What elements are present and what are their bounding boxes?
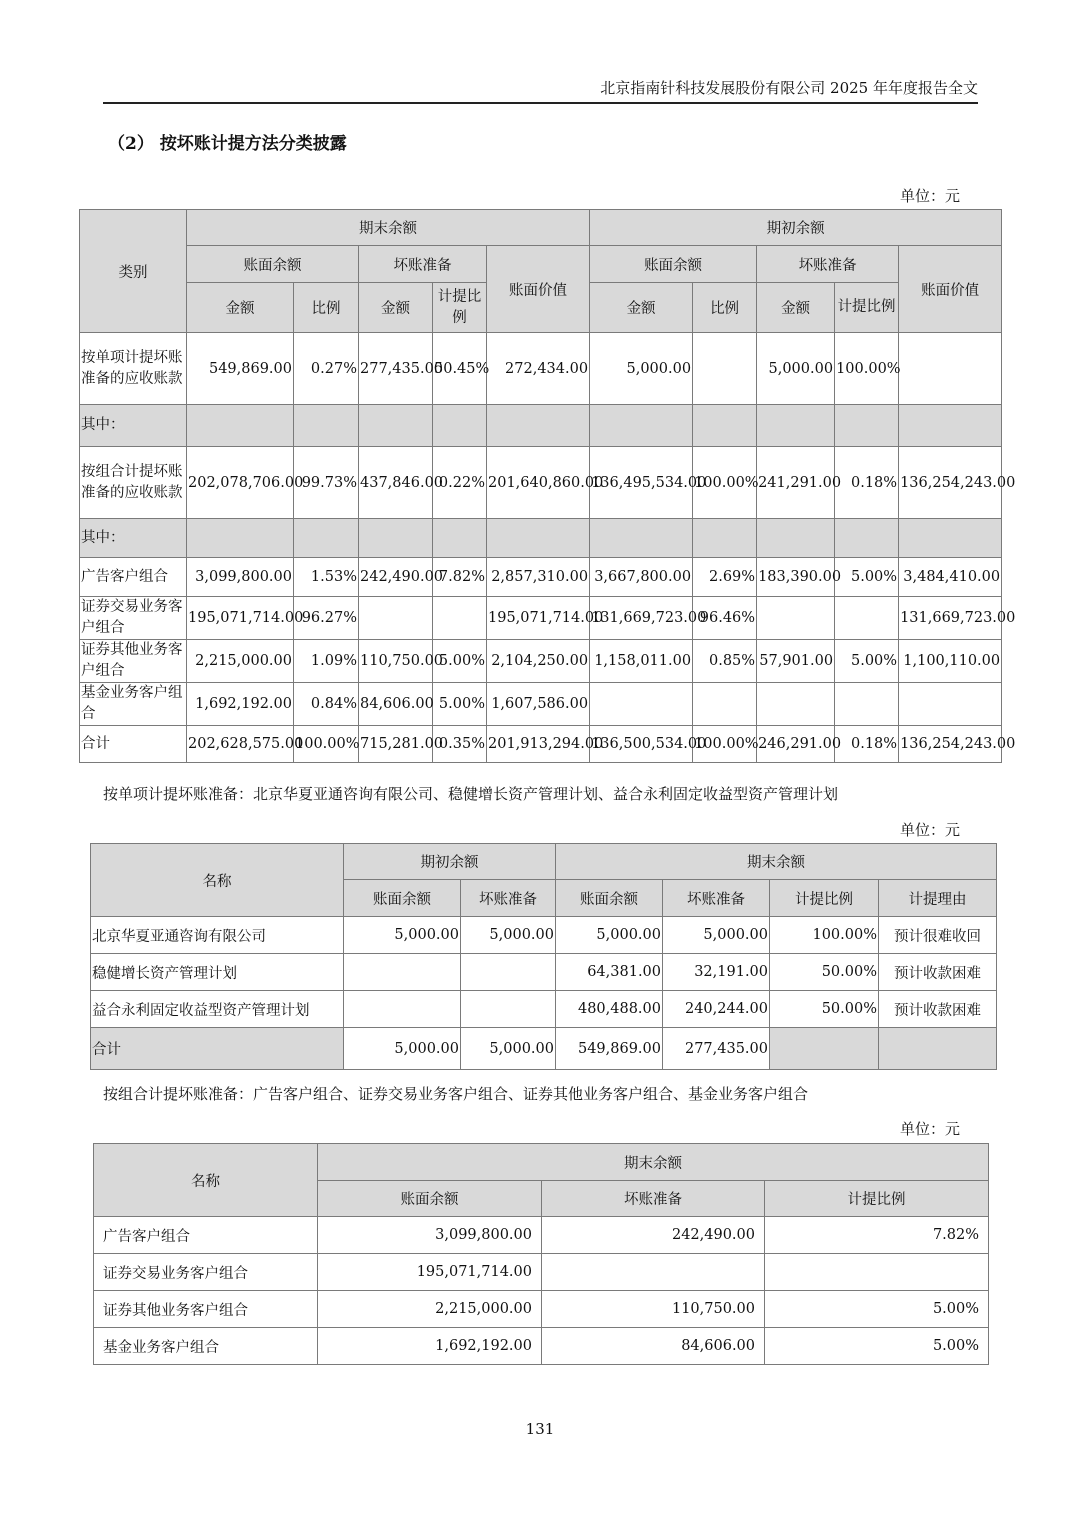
table-cell [294, 519, 359, 558]
table-cell: 201,640,860.00 [487, 447, 590, 519]
table-cell [359, 597, 433, 640]
table-cell: 242,490.00 [359, 558, 433, 597]
table-cell [461, 954, 556, 991]
end-balance-header: 期末余额 [318, 1144, 989, 1181]
table-row [94, 1217, 989, 1254]
table-cell [693, 519, 757, 558]
table-cell: 3,099,800.00 [318, 1217, 542, 1254]
table-cell [835, 519, 899, 558]
table-cell [344, 954, 461, 991]
table-cell [835, 683, 899, 726]
begin-balance-header: 期初余额 [344, 844, 556, 880]
table-cell: 246,291.00 [757, 726, 835, 763]
table-row [94, 1254, 989, 1291]
table-cell: 131,669,723.00 [590, 597, 693, 640]
table-cell: 5,000.00 [556, 917, 663, 954]
table-cell: 预计收款困难 [879, 954, 997, 991]
row-name: 益合永利固定收益型资产管理计划 [91, 991, 344, 1028]
table-cell: 202,628,575.00 [187, 726, 294, 763]
table-cell: 84,606.00 [542, 1328, 765, 1365]
table-cell: 136,500,534.00 [590, 726, 693, 763]
table-cell: 50.00% [770, 954, 879, 991]
book-balance-header: 账面余额 [556, 880, 663, 917]
table-row [80, 447, 1002, 519]
table-cell: 5.00% [765, 1291, 989, 1328]
table-cell: 5.00% [835, 640, 899, 683]
table-cell: 480,488.00 [556, 991, 663, 1028]
table-cell: 100.00% [835, 333, 899, 405]
amount-header: 金额 [590, 283, 693, 333]
table-cell: 5.00% [433, 640, 487, 683]
table-cell: 5,000.00 [344, 917, 461, 954]
table-cell [693, 333, 757, 405]
provision-ratio-header: 计提比例 [835, 283, 899, 333]
table-cell: 1,692,192.00 [187, 683, 294, 726]
bad-debt-header: 坏账准备 [359, 246, 487, 283]
table-cell: 195,071,714.00 [487, 597, 590, 640]
table-cell: 110,750.00 [542, 1291, 765, 1328]
table-cell [899, 683, 1002, 726]
table-row [80, 333, 1002, 405]
table-cell [899, 333, 1002, 405]
table-cell [835, 597, 899, 640]
table-cell [899, 519, 1002, 558]
table-cell: 131,669,723.00 [899, 597, 1002, 640]
row-category: 按单项计提坏账准备的应收账款 [80, 333, 187, 405]
table-cell: 100.00% [770, 917, 879, 954]
category-header: 类别 [80, 210, 187, 333]
table-cell: 110,750.00 [359, 640, 433, 683]
table-cell [461, 991, 556, 1028]
table-cell: 99.73% [294, 447, 359, 519]
table-cell: 7.82% [765, 1217, 989, 1254]
table-cell: 549,869.00 [556, 1028, 663, 1070]
table-cell [542, 1254, 765, 1291]
unit-label: 单位：元 [899, 1120, 960, 1138]
table-cell: 241,291.00 [757, 447, 835, 519]
table-cell: 183,390.00 [757, 558, 835, 597]
row-name: 证券交易业务客户组合 [94, 1254, 318, 1291]
amount-header: 金额 [757, 283, 835, 333]
bad-debt-header: 坏账准备 [542, 1181, 765, 1217]
table-cell: 715,281.00 [359, 726, 433, 763]
page-number: 131 [525, 1420, 555, 1438]
table-cell: 57,901.00 [757, 640, 835, 683]
unit-label: 单位：元 [899, 187, 960, 205]
table-cell: 3,099,800.00 [187, 558, 294, 597]
table-row [91, 954, 997, 991]
table-cell: 5.00% [765, 1328, 989, 1365]
table-cell: 1,158,011.00 [590, 640, 693, 683]
table-cell: 预计收款困难 [879, 991, 997, 1028]
section-title: （2） 按坏账计提方法分类披露 [108, 134, 347, 154]
book-value-header: 账面价值 [487, 246, 590, 333]
table-cell: 0.18% [835, 447, 899, 519]
table-cell: 84,606.00 [359, 683, 433, 726]
row-name: 稳健增长资产管理计划 [91, 954, 344, 991]
provision-reason-header: 计提理由 [879, 880, 997, 917]
table-cell: 0.85% [693, 640, 757, 683]
end-balance-header: 期末余额 [187, 210, 590, 246]
bad-debt-classification-table [79, 209, 1016, 763]
bad-debt-header: 坏账准备 [461, 880, 556, 917]
table-cell: 100.00% [693, 726, 757, 763]
table-cell: 242,490.00 [542, 1217, 765, 1254]
table-cell: 100.00% [693, 447, 757, 519]
row-category: 合计 [80, 726, 187, 763]
table-cell: 50.45% [433, 333, 487, 405]
table-row [91, 991, 997, 1028]
table-cell: 5,000.00 [461, 917, 556, 954]
table-cell [344, 991, 461, 1028]
table-cell: 5,000.00 [663, 917, 770, 954]
table-cell: 0.35% [433, 726, 487, 763]
begin-balance-header: 期初余额 [590, 210, 1002, 246]
row-name: 广告客户组合 [94, 1217, 318, 1254]
table-cell: 1.53% [294, 558, 359, 597]
table-cell [765, 1254, 989, 1291]
ratio-header: 比例 [294, 283, 359, 333]
report-header: 北京指南针科技发展股份有限公司 2025 年年度报告全文 [600, 79, 978, 97]
row-category: 广告客户组合 [80, 558, 187, 597]
table-cell: 96.27% [294, 597, 359, 640]
table-cell [433, 519, 487, 558]
table-row [80, 640, 1002, 683]
row-category: 其中： [80, 405, 187, 447]
table-cell [770, 1028, 879, 1070]
table-cell [187, 519, 294, 558]
table-cell: 1,607,586.00 [487, 683, 590, 726]
name-header: 名称 [91, 844, 344, 917]
table-cell: 5,000.00 [590, 333, 693, 405]
table-cell: 50.00% [770, 991, 879, 1028]
table-row [91, 917, 997, 954]
individual-provision-table [90, 843, 997, 1070]
table-cell [590, 683, 693, 726]
table-row [80, 726, 1002, 763]
table-cell: 0.18% [835, 726, 899, 763]
table-cell: 3,484,410.00 [899, 558, 1002, 597]
table-cell [359, 519, 433, 558]
table-cell: 195,071,714.00 [318, 1254, 542, 1291]
bad-debt-header: 坏账准备 [663, 880, 770, 917]
table-cell: 0.84% [294, 683, 359, 726]
table-cell [757, 405, 835, 447]
table-cell: 136,254,243.00 [899, 726, 1002, 763]
table-cell [433, 405, 487, 447]
table-row [80, 558, 1002, 597]
row-category: 证券其他业务客户组合 [80, 640, 187, 683]
name-header: 名称 [94, 1144, 318, 1217]
unit-label: 单位：元 [899, 821, 960, 839]
table-row [94, 1291, 989, 1328]
table-cell [757, 597, 835, 640]
book-balance-header: 账面余额 [318, 1181, 542, 1217]
portfolio-provision-table [93, 1143, 989, 1365]
table-cell: 32,191.00 [663, 954, 770, 991]
table-cell [879, 1028, 997, 1070]
table-cell: 5,000.00 [461, 1028, 556, 1070]
table-row [80, 405, 1002, 447]
table-cell [487, 519, 590, 558]
table-row [80, 597, 1002, 640]
table-cell [590, 519, 693, 558]
row-category: 其中： [80, 519, 187, 558]
table-row [80, 519, 1002, 558]
table-cell: 5.00% [835, 558, 899, 597]
row-category: 证券交易业务客户组合 [80, 597, 187, 640]
table-cell [487, 405, 590, 447]
table-cell: 0.27% [294, 333, 359, 405]
table-row [94, 1328, 989, 1365]
table-cell: 5,000.00 [757, 333, 835, 405]
table-cell: 136,495,534.00 [590, 447, 693, 519]
table-cell: 96.46% [693, 597, 757, 640]
table-cell: 2.69% [693, 558, 757, 597]
table-cell [757, 519, 835, 558]
book-balance-header: 账面余额 [344, 880, 461, 917]
table-cell: 201,913,294.00 [487, 726, 590, 763]
table-cell: 64,381.00 [556, 954, 663, 991]
table-cell: 272,434.00 [487, 333, 590, 405]
row-name: 北京华夏亚通咨询有限公司 [91, 917, 344, 954]
table-cell [187, 405, 294, 447]
table-cell: 136,254,243.00 [899, 447, 1002, 519]
table-cell: 5,000.00 [344, 1028, 461, 1070]
book-balance-header: 账面余额 [187, 246, 359, 283]
table-cell [899, 405, 1002, 447]
table-cell: 195,071,714.00 [187, 597, 294, 640]
table-cell: 277,435.00 [359, 333, 433, 405]
table-cell: 1.09% [294, 640, 359, 683]
provision-ratio-header: 计提比例 [433, 283, 487, 333]
table-cell [433, 597, 487, 640]
table-cell: 240,244.00 [663, 991, 770, 1028]
provision-ratio-header: 计提比例 [765, 1181, 989, 1217]
table-cell: 5.00% [433, 683, 487, 726]
row-name: 证券其他业务客户组合 [94, 1291, 318, 1328]
table-cell: 3,667,800.00 [590, 558, 693, 597]
table-row [91, 1028, 997, 1070]
table-cell: 预计很难收回 [879, 917, 997, 954]
table-cell: 2,215,000.00 [318, 1291, 542, 1328]
table-cell: 100.00% [294, 726, 359, 763]
table-cell [693, 405, 757, 447]
table-cell: 0.22% [433, 447, 487, 519]
book-value-header: 账面价值 [899, 246, 1002, 333]
portfolio-provision-note: 按组合计提坏账准备：广告客户组合、证券交易业务客户组合、证券其他业务客户组合、基金业务客户组合 [103, 1085, 809, 1103]
table-cell: 2,104,250.00 [487, 640, 590, 683]
individual-provision-note: 按单项计提坏账准备：北京华夏亚通咨询有限公司、稳健增长资产管理计划、益合永利固定收益型资产管理计划 [103, 785, 839, 803]
table-cell [590, 405, 693, 447]
table-cell: 202,078,706.00 [187, 447, 294, 519]
table-row [80, 683, 1002, 726]
header-divider [103, 102, 978, 104]
provision-ratio-header: 计提比例 [770, 880, 879, 917]
table-cell [359, 405, 433, 447]
end-balance-header: 期末余额 [556, 844, 997, 880]
table-cell [835, 405, 899, 447]
row-name: 基金业务客户组合 [94, 1328, 318, 1365]
table-cell [693, 683, 757, 726]
amount-header: 金额 [359, 283, 433, 333]
table-cell: 1,692,192.00 [318, 1328, 542, 1365]
amount-header: 金额 [187, 283, 294, 333]
row-name: 合计 [91, 1028, 344, 1070]
table-cell [757, 683, 835, 726]
row-category: 基金业务客户组合 [80, 683, 187, 726]
ratio-header: 比例 [693, 283, 757, 333]
table-cell: 437,846.00 [359, 447, 433, 519]
bad-debt-header: 坏账准备 [757, 246, 899, 283]
row-category: 按组合计提坏账准备的应收账款 [80, 447, 187, 519]
book-balance-header: 账面余额 [590, 246, 757, 283]
table-cell [294, 405, 359, 447]
table-cell: 1,100,110.00 [899, 640, 1002, 683]
table-cell: 7.82% [433, 558, 487, 597]
table-cell: 2,857,310.00 [487, 558, 590, 597]
table-cell: 549,869.00 [187, 333, 294, 405]
table-cell: 2,215,000.00 [187, 640, 294, 683]
table-cell: 277,435.00 [663, 1028, 770, 1070]
